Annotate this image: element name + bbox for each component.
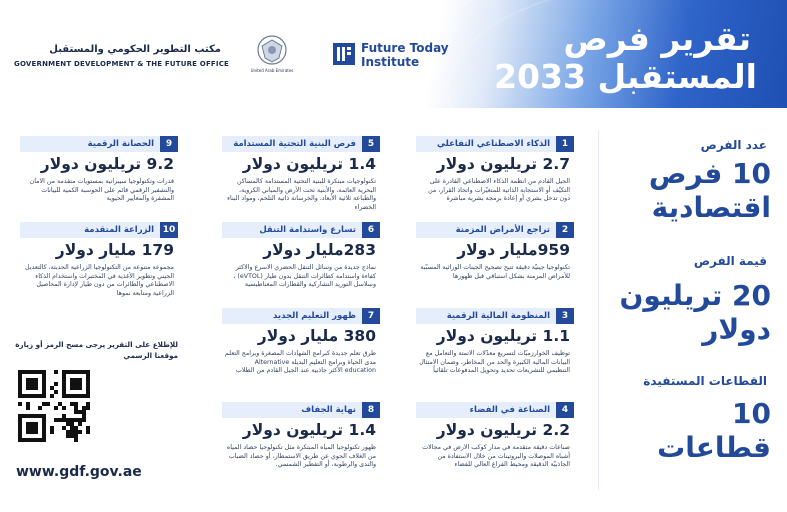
card-number: 1 xyxy=(556,136,574,152)
opportunity-worth-value-line1: 20 تريليون xyxy=(619,279,771,312)
card-number: 8 xyxy=(362,402,380,418)
fti-logo-text-line1: Future Today xyxy=(361,41,449,55)
website-url[interactable]: www.gdf.gov.ae xyxy=(16,464,142,480)
opportunity-card xyxy=(416,402,574,494)
fti-logo xyxy=(333,40,463,70)
card-title: تسارع واستدامة التنقل xyxy=(259,225,356,235)
card-description: توظيف الخوارزميّات لتسريع معدّلات الأتمتة والتعامل مع البيانات المالية الكبيرة والحد من المخاطر، وضمان الامتثال التنظيمي للتشريعات تحديد وتحويل المدفوعات تلقائياً xyxy=(419,350,570,375)
qr-module xyxy=(54,370,58,374)
card-description: تكنولوجيا جينيّة دقيقة تتيح تصحيح الجينات الوراثية المسبّبة للأمراض المزمنة بشكل استباقي قبل ظهورها xyxy=(420,264,570,280)
card-number: 9 xyxy=(160,136,178,152)
sectors-value-line1: 10 xyxy=(732,397,771,430)
card-description: ظهور تكنولوجيا المياه المبتكرة مثل تكنولوجيا حصاد المياه من الغلاف الجوي عن طريق الاستمطار، أو حصاد الضباب والندى والرطوبة، أو التقطير الشمسي. xyxy=(226,444,376,469)
qr-module xyxy=(62,406,66,410)
column-divider xyxy=(598,130,599,490)
qr-module xyxy=(50,394,54,398)
card-title: الحصانة الرقمية xyxy=(87,139,154,149)
gov-office-logo-ar: مكتب التطوير الحكومي والمستقبل xyxy=(49,44,221,55)
card-description: تكنولوجيات مبتكرة للبنية التحتية المستدامة كالمساكن البحرية العائمة، والأبنية تحت الأرض والمباني الكروية، والطباعة ثلاثية الأبعاد، والخرسانة ذاتية التلحم، ومواد البناء الخضراء xyxy=(227,178,376,212)
card-description: الجيل القادم من أنظمة الذكاء الاصطناعي القادرة على التكيّف أو الاستجابة الذاتية للمتغيّرات واتخاذ القرار، من دون تدخل بشري أو إعادة برمجة بشرية مباشرة xyxy=(428,178,570,203)
sectors-value-line2: قطاعات xyxy=(657,431,771,464)
qr-module xyxy=(46,402,50,406)
scan-instructions-line1: للإطلاع على التقرير يرجى مسح الرمز أو زيارة xyxy=(15,340,178,349)
opportunity-count-value-line2: اقتصادية xyxy=(651,191,771,224)
card-value: 380 مليار دولار xyxy=(257,327,376,345)
qr-finder-pattern xyxy=(70,378,82,390)
qr-module xyxy=(26,406,30,410)
qr-module xyxy=(78,422,82,426)
qr-module xyxy=(74,438,78,442)
card-description: صناعات دقيقة متقدمة في مدار كوكب الأرض في مجالات أشباه الموصلات والبروتينات من خلال الاستفادة من الجاذبيّة الدقيقة ومحيط الفراغ العالي للفضاء xyxy=(422,444,570,469)
card-title: ظهور التعليم الجديد xyxy=(273,311,356,321)
qr-finder-pattern xyxy=(26,378,38,390)
qr-module xyxy=(86,406,90,410)
card-title: الزراعة المتقدمة xyxy=(84,225,154,235)
qr-code[interactable] xyxy=(18,370,90,442)
fti-logo-icon xyxy=(333,43,355,65)
card-value: 1.1 تريليون دولار xyxy=(436,327,570,345)
opportunity-count-value-line1: 10 فرص xyxy=(648,157,771,190)
card-description: نماذج جديدة من وسائل التنقل الحضري الأسرع والأكثر كفاءة واستدامة كطائرات التنقل بدون طيار (eVTOL) ، وسلاسل التوريد التشاركية والقطارات المغناطيسية xyxy=(233,264,376,289)
fti-logo-text-line2: Institute xyxy=(361,55,420,69)
card-title: فرص البنية التحتية المستدامة xyxy=(233,139,356,149)
card-number: 2 xyxy=(556,222,574,238)
card-title: نهاية الجفاف xyxy=(301,405,356,415)
card-value: 2.2 تريليون دولار xyxy=(436,421,570,439)
opportunity-card xyxy=(416,136,574,220)
qr-module xyxy=(18,402,22,406)
qr-module xyxy=(54,406,58,410)
opportunity-card xyxy=(416,308,574,398)
opportunity-card xyxy=(416,222,574,302)
card-value: 959مليار دولار xyxy=(457,241,570,259)
card-title: الصناعة في الفضاء xyxy=(469,405,550,415)
card-value: 1.4 تريليون دولار xyxy=(242,421,376,439)
uae-emblem xyxy=(252,34,292,74)
qr-module xyxy=(86,430,90,434)
card-title: المنظومة المالية الرقمية xyxy=(446,311,550,321)
card-number: 7 xyxy=(362,308,380,324)
card-number: 5 xyxy=(362,136,380,152)
opportunity-count-label: عدد الفرص xyxy=(700,138,767,152)
qr-module xyxy=(82,418,86,422)
card-number: 4 xyxy=(556,402,574,418)
card-number: 6 xyxy=(362,222,380,238)
report-title-line1: تقرير فرص xyxy=(563,19,751,58)
opportunity-card xyxy=(222,402,380,494)
qr-module xyxy=(54,390,58,394)
opportunity-card xyxy=(222,136,380,220)
card-value: 9.2 تريليون دولار xyxy=(40,155,174,173)
scan-instructions-line2: موقعنا الرسمي xyxy=(123,351,178,360)
opportunity-card xyxy=(222,222,380,302)
opportunity-card xyxy=(20,136,178,220)
falcon-emblem-icon xyxy=(252,34,292,68)
card-description: قدرات وتكنولوجيا سيبرانية بمستويات متقدمة من الأمان والتشفير الرقمي قائم على الحوسبة الكمية للبيانات المشفرة والمعايير الحيوية xyxy=(29,178,174,203)
emblem-caption: United Arab Emirates xyxy=(250,68,294,73)
opportunity-card xyxy=(20,222,178,316)
card-title: الذكاء الاصطناعي التفاعلي xyxy=(437,139,550,149)
card-description: طرق تعلم جديدة كبرامج الشهادات المصغرة وبرامج التعلم مدى الحياة وبرامج التعليم البديلة Alternative education الأكثر جاذبية عند الجيل القادم من الطلاب xyxy=(224,350,376,375)
card-number: 3 xyxy=(556,308,574,324)
qr-module xyxy=(38,406,42,410)
opportunity-worth-label: قيمة الفرص xyxy=(693,254,767,268)
card-number: 10 xyxy=(160,222,178,238)
card-description: مجموعة متنوعة من التكنولوجيا الزراعية الحديثة، كالتعديل الجيني وتطوير الأغذية في المختبرات واستخدام الذكاء الاصطناعي والطائرات من دون طيار لإدارة المحاصيل الزراعية ومتابعة نموها xyxy=(25,264,174,298)
card-value: 1.4 تريليون دولار xyxy=(242,155,376,173)
gov-office-logo-en: GOVERNMENT DEVELOPMENT & THE FUTURE OFFICE xyxy=(14,60,230,68)
card-value: 283مليار دولار xyxy=(263,241,376,259)
card-value: 179 مليار دولار xyxy=(55,241,174,259)
opportunity-card xyxy=(222,308,380,398)
opportunity-worth-value-line2: دولار xyxy=(702,313,771,346)
card-value: 2.7 تريليون دولار xyxy=(436,155,570,173)
qr-module xyxy=(50,430,54,434)
qr-module xyxy=(78,430,82,434)
qr-module xyxy=(54,382,58,386)
report-title-line2: المستقبل 2033 xyxy=(494,57,757,96)
card-title: تراجع الأمراض المزمنة xyxy=(455,225,550,235)
qr-finder-pattern xyxy=(26,422,38,434)
sectors-label: القطاعات المستفيدة xyxy=(643,374,767,388)
